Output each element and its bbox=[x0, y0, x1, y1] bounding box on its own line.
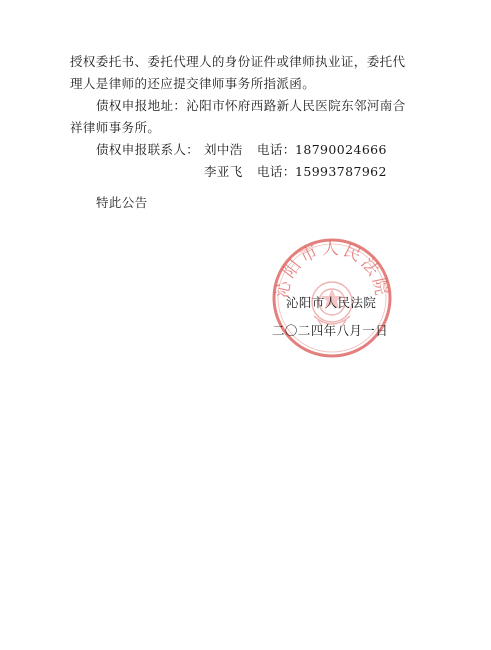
svg-text:沁阳市人民法院: 沁阳市人民法院 bbox=[272, 239, 392, 300]
contact-label: 债权申报联系人： bbox=[96, 142, 200, 157]
contact-phone-label: 电话： bbox=[257, 142, 296, 157]
contact-name: 李亚飞 bbox=[204, 164, 243, 179]
contact-name: 刘中浩 bbox=[204, 142, 243, 157]
address-line: 债权申报地址：沁阳市怀府西路新人民医院东邻河南合 bbox=[96, 98, 406, 113]
paragraph-line: 理人是律师的还应提交律师事务所指派函。 bbox=[70, 76, 316, 91]
closing-text: 特此公告 bbox=[96, 195, 148, 210]
contact-phone: 15993787962 bbox=[295, 164, 387, 179]
contact-phone-label: 电话： bbox=[257, 164, 296, 179]
paragraph-line: 授权委托书、委托代理人的身份证件或律师执业证，委托代 bbox=[70, 54, 406, 69]
court-name: 沁阳市人民法院 bbox=[286, 295, 377, 310]
address-line: 祥律师事务所。 bbox=[70, 120, 161, 135]
signature-date: 二〇二四年八月一日 bbox=[272, 323, 389, 338]
contact-phone: 18790024666 bbox=[295, 142, 387, 157]
